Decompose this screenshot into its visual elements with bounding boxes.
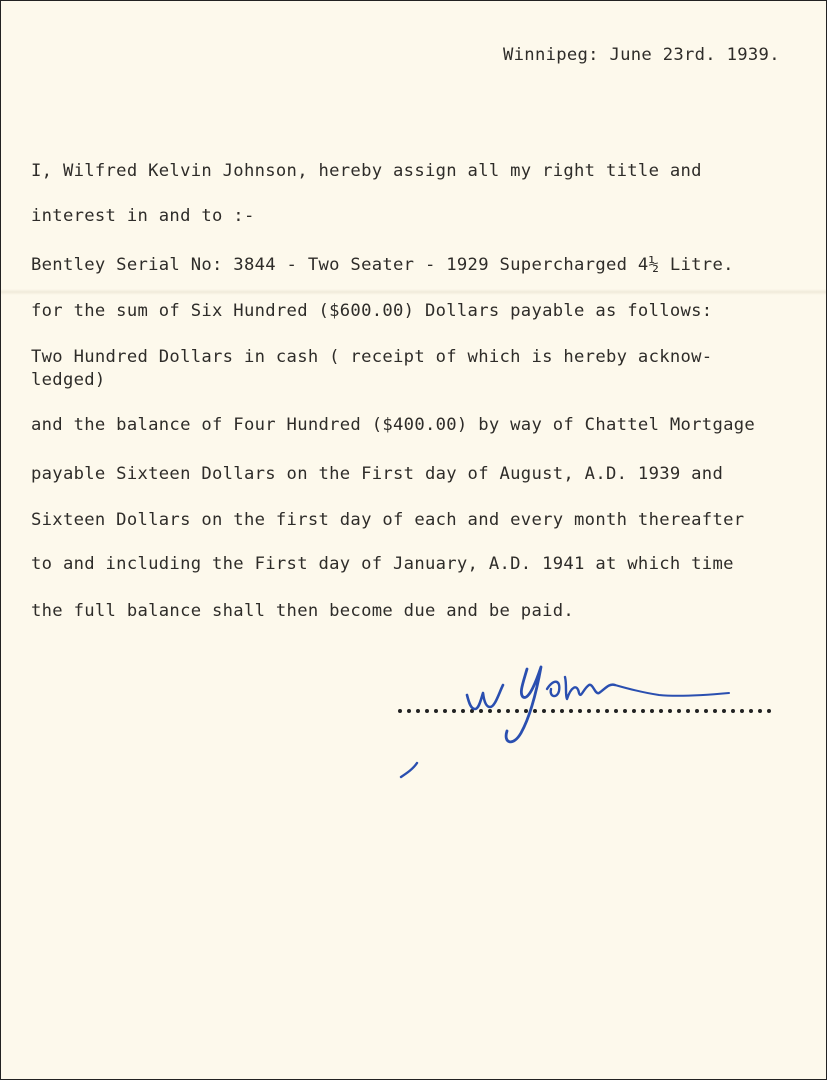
body-line: Bentley Serial No: 3844 - Two Seater - 1929 Supercharged 4½ Litre. xyxy=(31,255,734,275)
body-line: payable Sixteen Dollars on the First day of August, A.D. 1939 and xyxy=(31,464,724,484)
body-line: the full balance shall then become due and be paid. xyxy=(31,601,575,621)
body-line: interest in and to :- xyxy=(31,206,255,226)
body-line: Sixteen Dollars on the first day of each and every month thereafter xyxy=(31,510,745,530)
body-line: Two Hundred Dollars in cash ( receipt of which is hereby acknow- xyxy=(31,347,713,367)
body-line: for the sum of Six Hundred ($600.00) Dollars payable as follows: xyxy=(31,301,713,321)
body-line: I, Wilfred Kelvin Johnson, hereby assign all my right title and xyxy=(31,161,702,181)
paper-fold-crease xyxy=(1,289,826,295)
body-line: ledged) xyxy=(31,370,106,390)
body-line: and the balance of Four Hundred ($400.00) by way of Chattel Mortgage xyxy=(31,415,756,435)
body-line: to and including the First day of January, A.D. 1941 at which time xyxy=(31,554,734,574)
date-line: Winnipeg: June 23rd. 1939. xyxy=(503,45,780,65)
handwritten-signature xyxy=(389,649,769,789)
